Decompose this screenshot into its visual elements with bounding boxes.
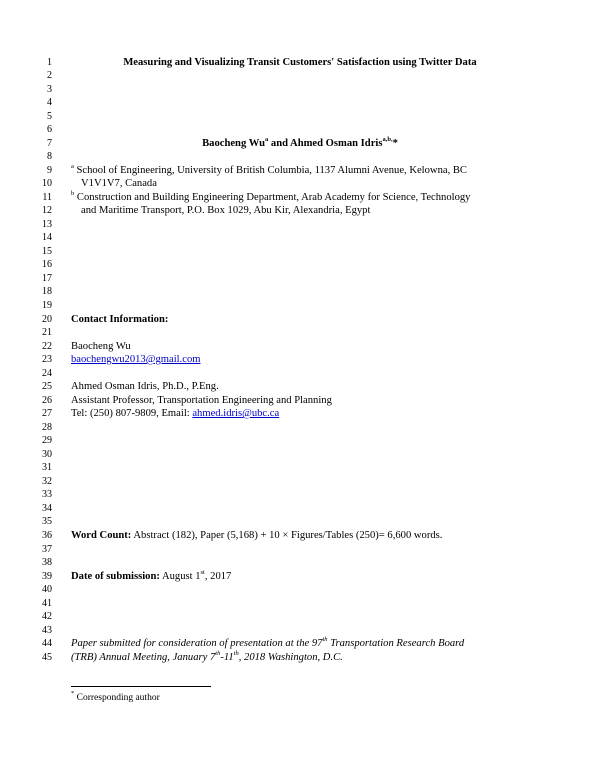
line-number: 41 [42, 598, 52, 609]
line-number: 6 [47, 124, 52, 135]
line-number: 22 [42, 341, 52, 352]
submission-label: Date of submission: [71, 571, 160, 582]
affiliation-b-cont: and Maritime Transport, P.O. Box 1029, Abu Kir, Alexandria, Egypt [81, 205, 371, 216]
author-1: Baocheng Wu [202, 138, 265, 149]
line-number: 14 [42, 232, 52, 243]
affiliation-b: $^b$ Construction and Building Engineering Department, Arab Academy for Science, Technology [71, 190, 471, 203]
line-number: 13 [42, 219, 52, 230]
contact-position-2: Assistant Professor, Transportation Engineering and Planning [71, 395, 332, 406]
author-2-affiliation-mark: a,b, [382, 136, 393, 143]
line-number: 17 [42, 273, 52, 284]
word-count-label: Word Count: [71, 530, 132, 541]
line-number: 23 [42, 354, 52, 365]
line-number: 7 [47, 138, 52, 149]
line-number: 8 [47, 151, 52, 162]
line-number: 34 [42, 503, 52, 514]
line-number: 27 [42, 408, 52, 419]
line-number: 15 [42, 246, 52, 257]
line-number: 20 [42, 314, 52, 325]
contact-name-2: Ahmed Osman Idris, Ph.D., P.Eng. [71, 381, 219, 392]
word-count [71, 529, 541, 542]
footnote-rule [71, 686, 211, 687]
line-number: 1 [47, 57, 52, 68]
line-number: 16 [42, 259, 52, 270]
line-number: 21 [42, 327, 52, 338]
contact-email-1-link[interactable]: baochengwu2013@gmail.com [71, 354, 201, 365]
line-number: 3 [47, 84, 52, 95]
line-number: 32 [42, 476, 52, 487]
author-2: Ahmed Osman Idris [290, 138, 383, 149]
authors [60, 137, 540, 150]
line-number: 24 [42, 368, 52, 379]
word-count-text: Abstract (182), Paper (5,168) + 10 × Figures/Tables (250)= 6,600 words. [131, 530, 443, 541]
line-number: 4 [47, 97, 52, 108]
line-number: 42 [42, 611, 52, 622]
affiliation-a: $^a$ School of Engineering, University of British Columbia, 1137 Alumni Avenue, Kelowna, BC [71, 163, 467, 176]
contact-heading: Contact Information: [71, 314, 169, 325]
line-number: 9 [47, 165, 52, 176]
line-number: 18 [42, 286, 52, 297]
line-number: 12 [42, 205, 52, 216]
line-number: 43 [42, 625, 52, 636]
line-number: 25 [42, 381, 52, 392]
line-number: 10 [42, 178, 52, 189]
line-number: 40 [42, 584, 52, 595]
affiliation-a-mark: a [71, 163, 74, 170]
contact-email-2-link[interactable]: ahmed.idris@ubc.ca [192, 408, 280, 419]
line-number: 44 [42, 638, 52, 649]
submission-note-line-1: Paper submitted for consideration of presentation at the 97th Transportation Research Board [71, 636, 465, 649]
line-number: 37 [42, 544, 52, 555]
line-number: 5 [47, 111, 52, 122]
footnote-mark: * [71, 690, 75, 697]
submission-note-line-2: (TRB) Annual Meeting, January 7th-11th, 2018 Washington, D.C. [71, 650, 343, 663]
line-number: 11 [42, 192, 52, 203]
line-number: 28 [42, 422, 52, 433]
line-number: 26 [42, 395, 52, 406]
affiliation-b-mark: b [71, 190, 75, 197]
paper-title: Measuring and Visualizing Transit Customers' Satisfaction using Twitter Data [123, 57, 477, 68]
line-number: 30 [42, 449, 52, 460]
line-number: 19 [42, 300, 52, 311]
contact-name-1: Baocheng Wu [71, 341, 131, 352]
line-number: 45 [42, 652, 52, 663]
line-number: 36 [42, 530, 52, 541]
line-number: 31 [42, 462, 52, 473]
line-number: 38 [42, 557, 52, 568]
corresponding-mark: * [392, 138, 398, 149]
footnote: * Corresponding author [71, 690, 160, 703]
line-number: 2 [47, 70, 52, 81]
contact-tel-email: Tel: (250) 807-9809, Email: ahmed.idris@ubc.ca [71, 408, 280, 419]
line-number: 35 [42, 516, 52, 527]
line-number: 33 [42, 489, 52, 500]
author-1-affiliation-mark: a [265, 136, 269, 143]
submission-date: Date of submission: August 1st, 2017 [71, 569, 232, 582]
author-connector: and [268, 138, 291, 149]
line-number: 39 [42, 571, 52, 582]
line-number: 29 [42, 435, 52, 446]
affiliation-a-cont: V1V1V7, Canada [81, 178, 157, 189]
